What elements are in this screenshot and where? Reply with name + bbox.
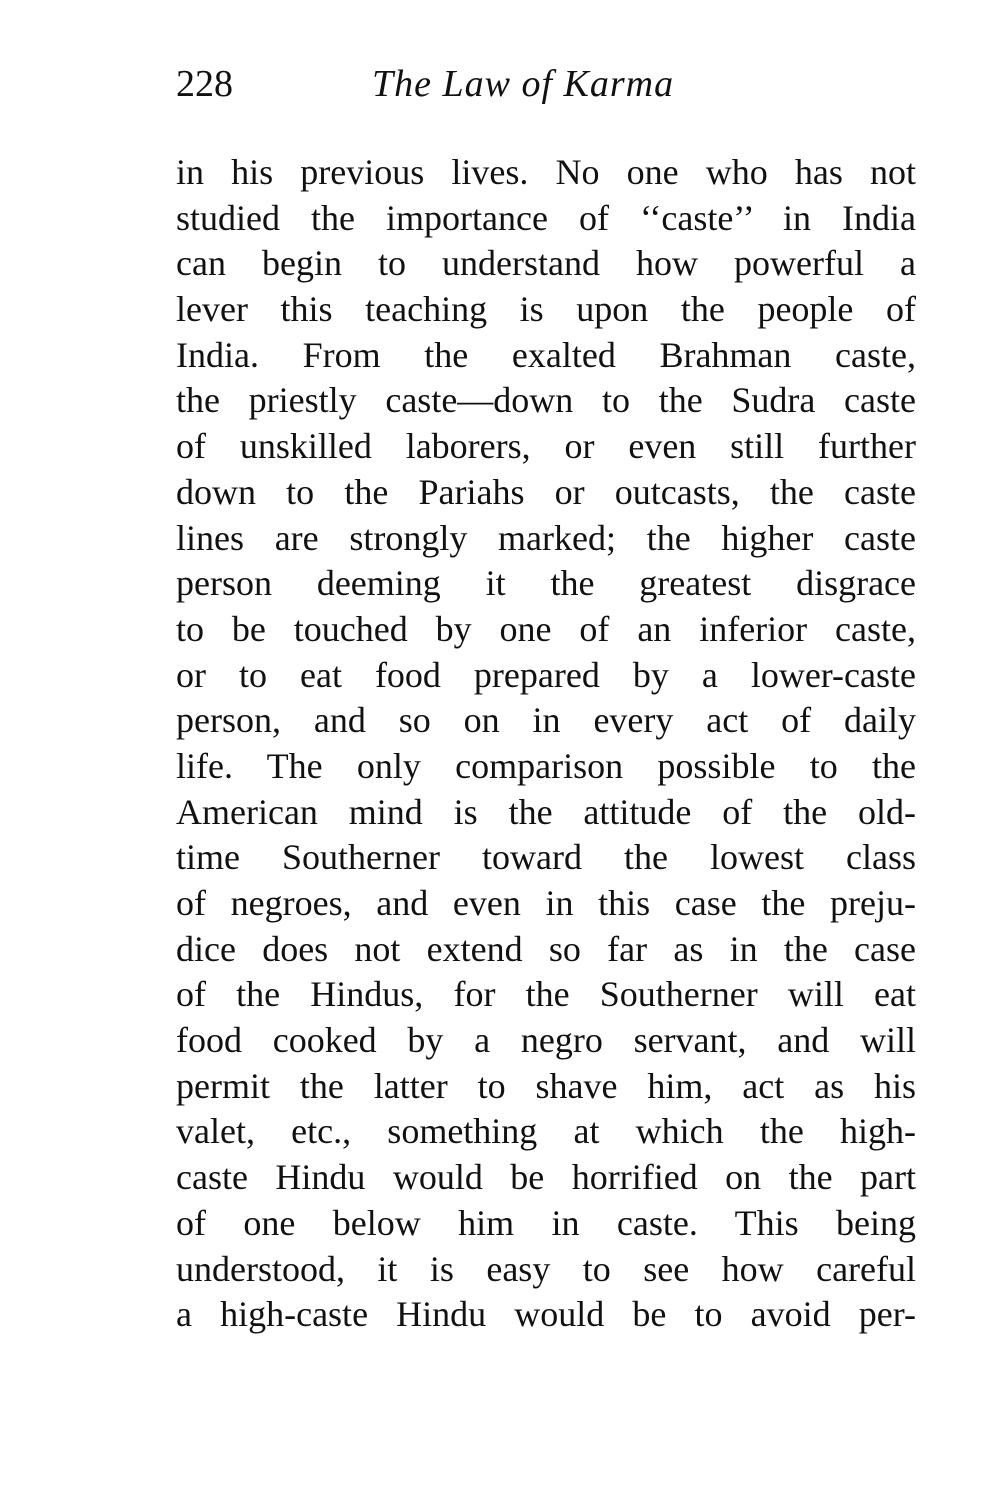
text-line: permit the latter to shave him, act as his [176,1065,916,1106]
text-line: time Southerner toward the lowest class [176,837,916,878]
text-line: of unskilled laborers, or even still further [176,426,916,467]
text-line: studied the importance of ‘‘caste’’ in India [176,197,916,238]
text-line: American mind is the attitude of the old- [176,791,916,832]
text-line: India. From the exalted Brahman caste, [176,334,916,375]
text-line: lines are strongly marked; the higher caste [176,517,916,558]
text-line: of one below him in caste. This being [176,1202,916,1243]
text-line: can begin to understand how powerful a [176,243,916,284]
text-line: or to eat food prepared by a lower-caste [176,654,916,695]
text-line: a high-caste Hindu would be to avoid per- [176,1294,916,1335]
text-line: the priestly caste—down to the Sudra caste [176,380,916,421]
text-line: person deeming it the greatest disgrace [176,563,916,604]
text-line: valet, etc., something at which the high- [176,1111,916,1152]
text-line: life. The only comparison possible to the [176,745,916,786]
page-number: 228 [176,63,233,105]
text-line: caste Hindu would be horrified on the part [176,1157,916,1198]
text-line: person, and so on in every act of daily [176,700,916,741]
text-line: lever this teaching is upon the people of [176,289,916,330]
text-line: food cooked by a negro servant, and will [176,1020,916,1061]
text-line: of the Hindus, for the Southerner will eat [176,974,916,1015]
text-line: in his previous lives. No one who has not [176,152,916,192]
text-line: down to the Pariahs or outcasts, the caste [176,471,916,512]
text-line: of negroes, and even in this case the preju- [176,883,916,923]
running-head [176,62,916,112]
text-line: to be touched by one of an inferior caste, [176,608,916,649]
text-line: understood, it is easy to see how careful [176,1248,916,1289]
text-line: dice does not extend so far as in the case [176,928,916,969]
body-text [176,150,916,1338]
running-title: The Law of Karma [372,63,675,105]
